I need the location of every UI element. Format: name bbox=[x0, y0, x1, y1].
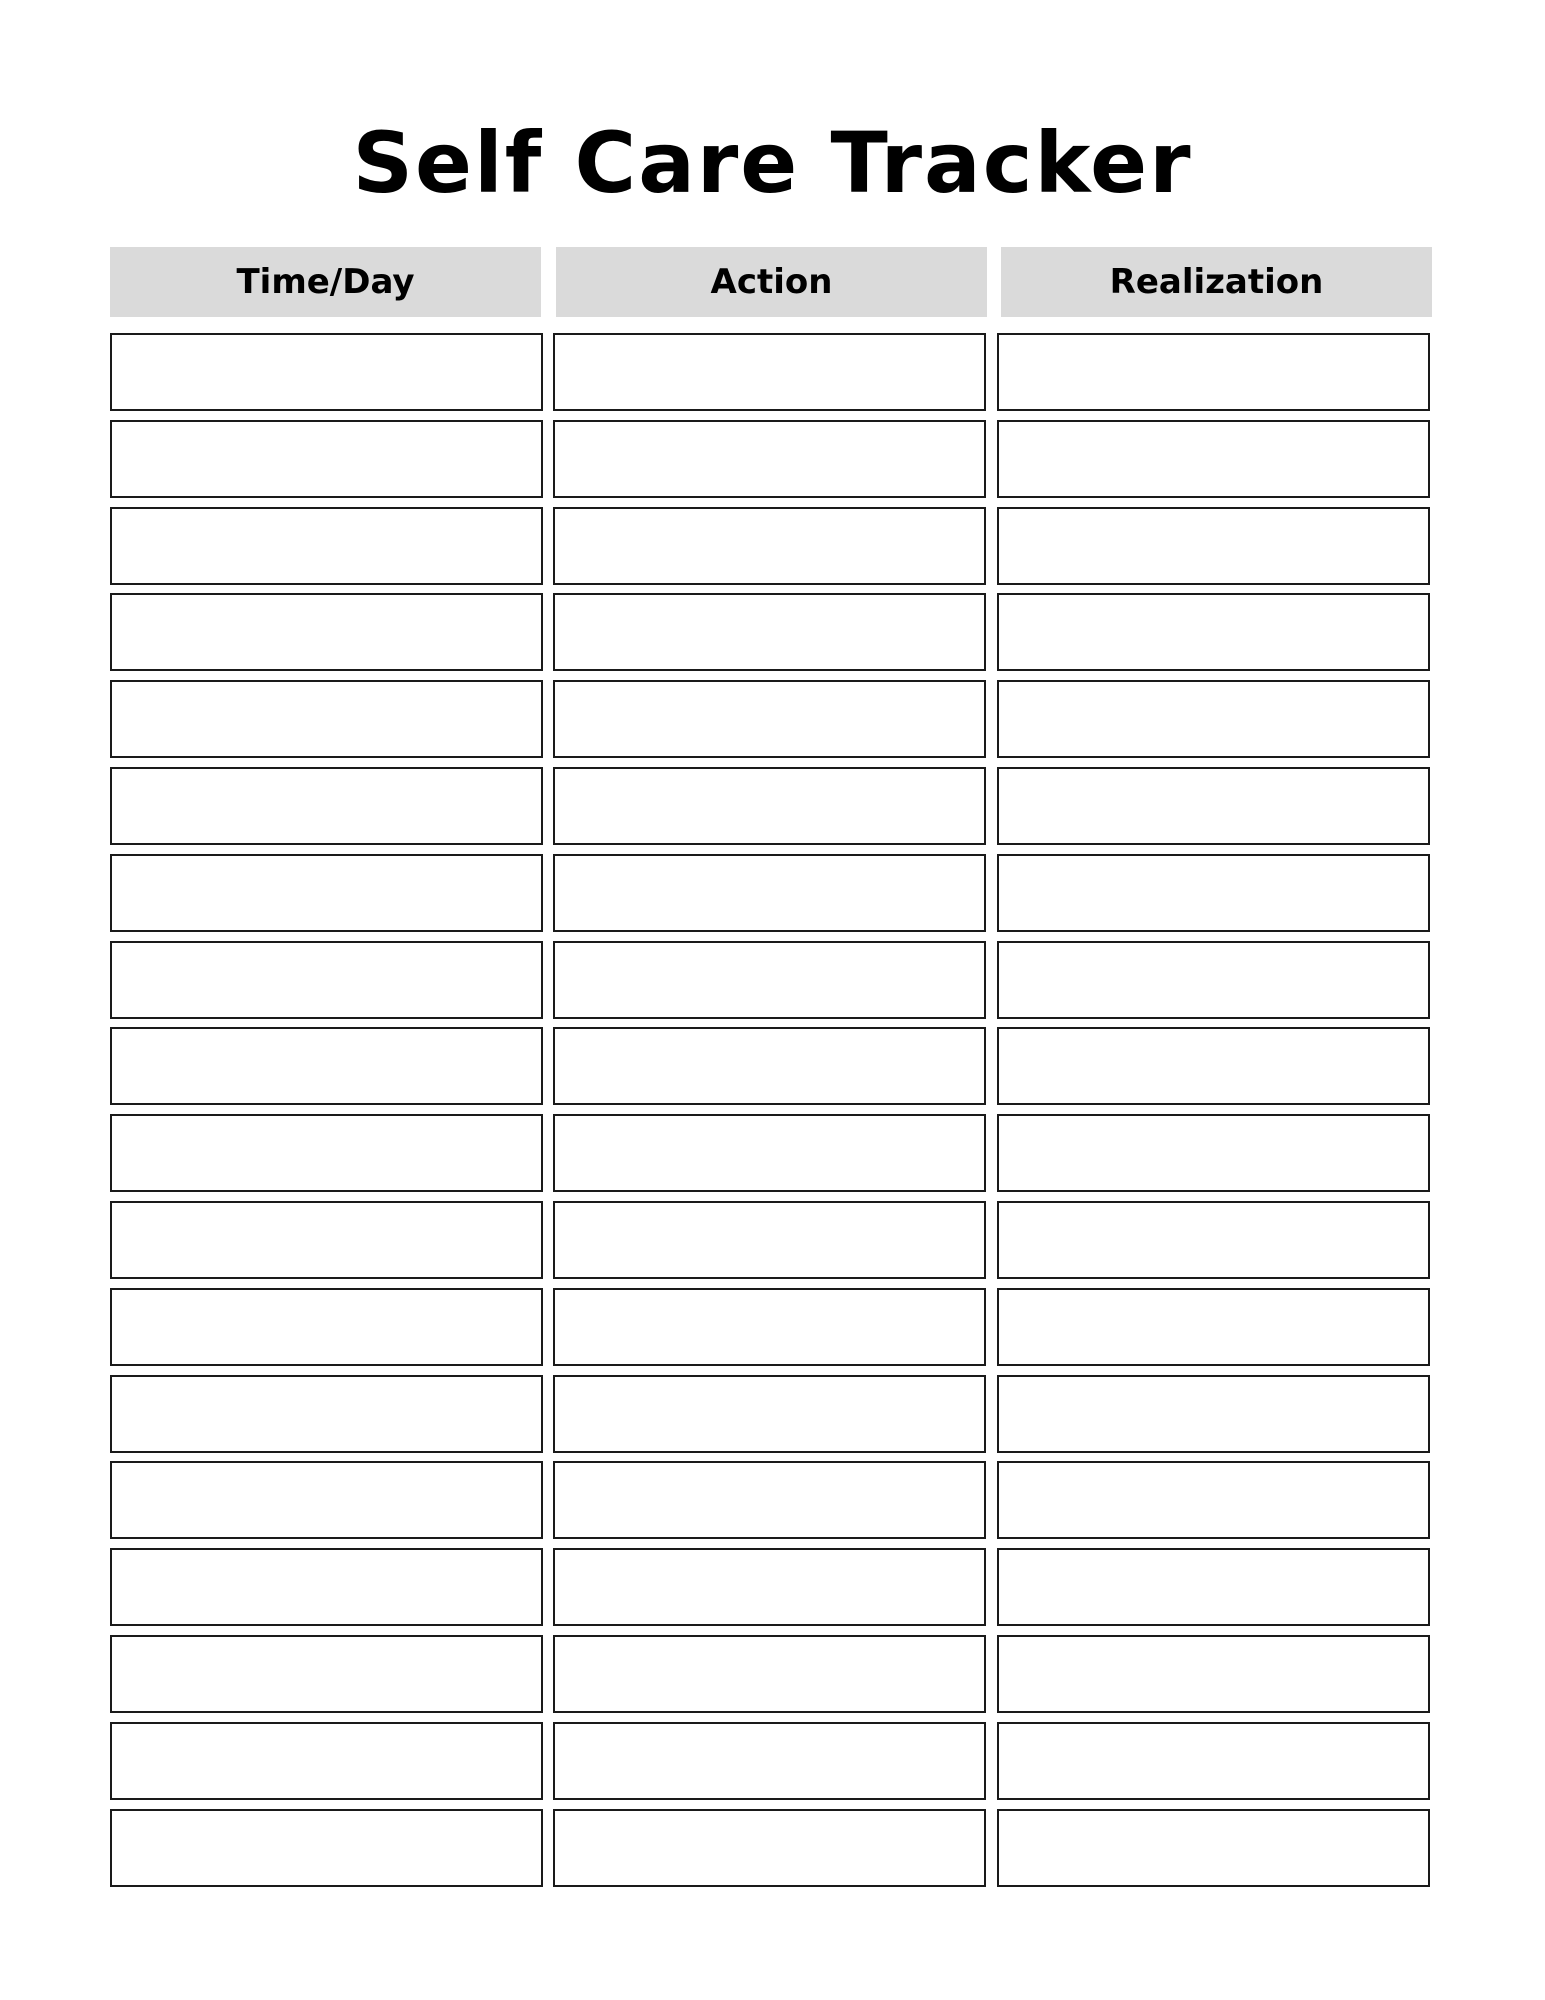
entry-cell-realization[interactable] bbox=[997, 420, 1430, 498]
entry-cell-action[interactable] bbox=[553, 854, 986, 932]
table-row bbox=[110, 1722, 1435, 1802]
entry-cell-time-day[interactable] bbox=[110, 507, 543, 585]
table-row bbox=[110, 1461, 1435, 1541]
column-header-time-day: Time/Day bbox=[110, 247, 541, 317]
table-row bbox=[110, 333, 1435, 413]
entry-cell-realization[interactable] bbox=[997, 1288, 1430, 1366]
table-row bbox=[110, 507, 1435, 587]
entry-cell-realization[interactable] bbox=[997, 680, 1430, 758]
table-row bbox=[110, 767, 1435, 847]
entry-cell-realization[interactable] bbox=[997, 1548, 1430, 1626]
entry-cell-realization[interactable] bbox=[997, 1114, 1430, 1192]
entry-cell-time-day[interactable] bbox=[110, 1722, 543, 1800]
entry-cell-realization[interactable] bbox=[997, 1027, 1430, 1105]
entry-cell-realization[interactable] bbox=[997, 333, 1430, 411]
entry-cell-time-day[interactable] bbox=[110, 767, 543, 845]
entry-cell-time-day[interactable] bbox=[110, 941, 543, 1019]
entry-cell-time-day[interactable] bbox=[110, 1461, 543, 1539]
entry-cell-action[interactable] bbox=[553, 333, 986, 411]
table-row bbox=[110, 854, 1435, 934]
page-title: Self Care Tracker bbox=[352, 114, 1193, 212]
table-row bbox=[110, 680, 1435, 760]
table-row bbox=[110, 1635, 1435, 1715]
entry-cell-time-day[interactable] bbox=[110, 1809, 543, 1887]
entry-cell-action[interactable] bbox=[553, 680, 986, 758]
entry-cell-realization[interactable] bbox=[997, 1375, 1430, 1453]
entry-cell-action[interactable] bbox=[553, 1375, 986, 1453]
entry-cell-action[interactable] bbox=[553, 1027, 986, 1105]
column-header-realization: Realization bbox=[1001, 247, 1432, 317]
table-row bbox=[110, 1027, 1435, 1107]
entry-cell-action[interactable] bbox=[553, 1635, 986, 1713]
entry-cell-time-day[interactable] bbox=[110, 1114, 543, 1192]
entry-cell-time-day[interactable] bbox=[110, 1288, 543, 1366]
entry-cell-realization[interactable] bbox=[997, 854, 1430, 932]
entry-cell-realization[interactable] bbox=[997, 767, 1430, 845]
entry-cell-action[interactable] bbox=[553, 1548, 986, 1626]
entry-cell-time-day[interactable] bbox=[110, 420, 543, 498]
entry-cell-realization[interactable] bbox=[997, 941, 1430, 1019]
table-row bbox=[110, 1548, 1435, 1628]
entry-cell-realization[interactable] bbox=[997, 507, 1430, 585]
column-header-action: Action bbox=[556, 247, 987, 317]
entry-cell-action[interactable] bbox=[553, 420, 986, 498]
table-row bbox=[110, 420, 1435, 500]
entry-cell-action[interactable] bbox=[553, 507, 986, 585]
entry-cell-realization[interactable] bbox=[997, 593, 1430, 671]
table-row bbox=[110, 941, 1435, 1021]
table-row bbox=[110, 1201, 1435, 1281]
table-row bbox=[110, 1809, 1435, 1889]
entry-cell-action[interactable] bbox=[553, 1461, 986, 1539]
entry-cell-realization[interactable] bbox=[997, 1635, 1430, 1713]
entry-cell-time-day[interactable] bbox=[110, 1635, 543, 1713]
entry-cell-time-day[interactable] bbox=[110, 854, 543, 932]
entry-cell-time-day[interactable] bbox=[110, 680, 543, 758]
entry-cell-realization[interactable] bbox=[997, 1722, 1430, 1800]
entry-cell-time-day[interactable] bbox=[110, 593, 543, 671]
table-row bbox=[110, 1114, 1435, 1194]
entry-cell-action[interactable] bbox=[553, 1201, 986, 1279]
entry-cell-time-day[interactable] bbox=[110, 1375, 543, 1453]
tracker-table bbox=[110, 333, 1435, 1895]
entry-cell-time-day[interactable] bbox=[110, 1201, 543, 1279]
entry-cell-realization[interactable] bbox=[997, 1809, 1430, 1887]
entry-cell-time-day[interactable] bbox=[110, 333, 543, 411]
entry-cell-time-day[interactable] bbox=[110, 1548, 543, 1626]
entry-cell-action[interactable] bbox=[553, 767, 986, 845]
table-row bbox=[110, 593, 1435, 673]
entry-cell-action[interactable] bbox=[553, 1288, 986, 1366]
entry-cell-action[interactable] bbox=[553, 1722, 986, 1800]
entry-cell-realization[interactable] bbox=[997, 1201, 1430, 1279]
entry-cell-action[interactable] bbox=[553, 1114, 986, 1192]
entry-cell-action[interactable] bbox=[553, 593, 986, 671]
entry-cell-time-day[interactable] bbox=[110, 1027, 543, 1105]
entry-cell-action[interactable] bbox=[553, 1809, 986, 1887]
entry-cell-action[interactable] bbox=[553, 941, 986, 1019]
table-row bbox=[110, 1375, 1435, 1455]
table-row bbox=[110, 1288, 1435, 1368]
entry-cell-realization[interactable] bbox=[997, 1461, 1430, 1539]
